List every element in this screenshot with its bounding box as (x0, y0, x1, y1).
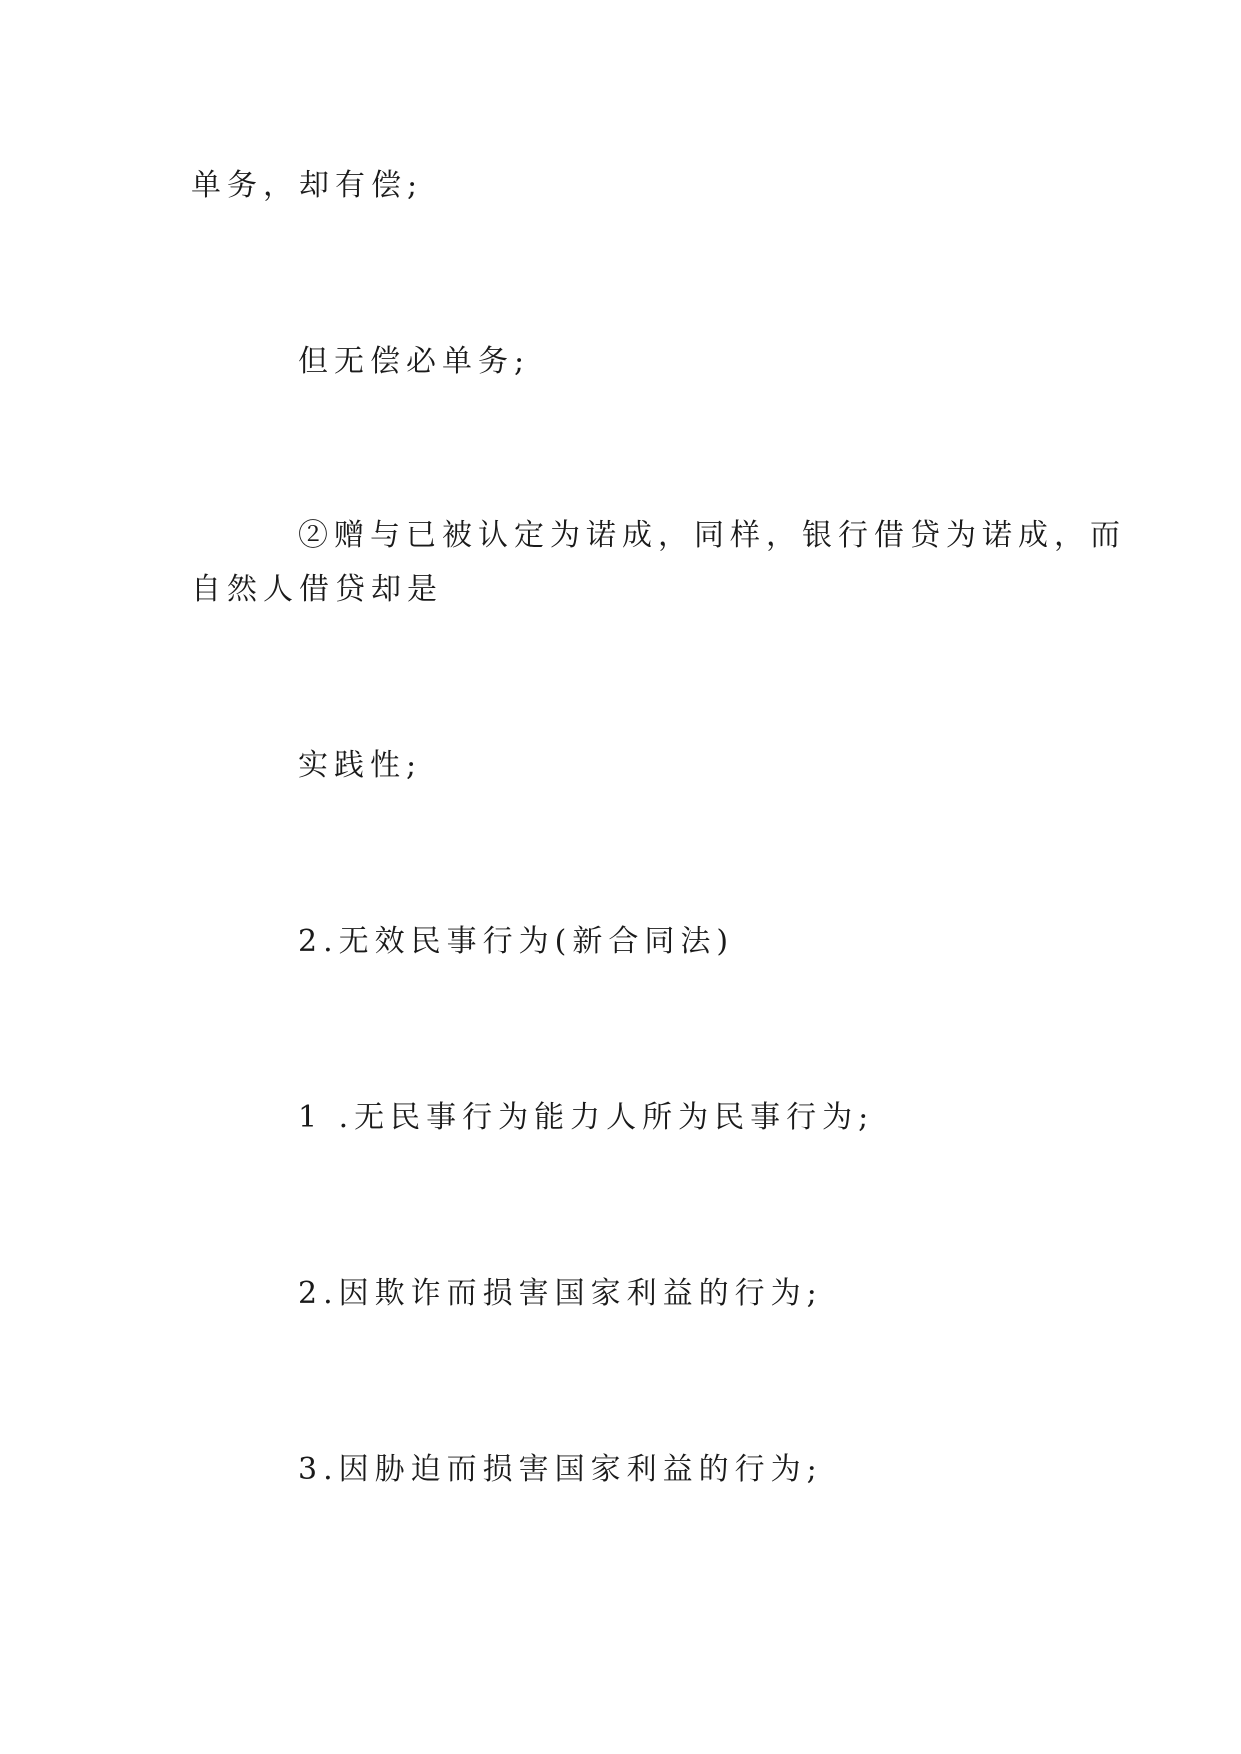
paragraph-line: ②赠与已被认定为诺成，同样，银行借贷为诺成，而 (298, 518, 1126, 553)
paragraph-line: 自然人借贷却是 (191, 572, 443, 607)
paragraph-line: 2.因欺诈而损害国家利益的行为; (298, 1276, 823, 1311)
paragraph-line: 2.无效民事行为(新合同法) (298, 924, 735, 959)
paragraph-line: 单务，却有偿; (191, 168, 424, 203)
paragraph-line: 但无偿必单务; (298, 344, 531, 379)
paragraph-line: 1 .无民事行为能力人所为民事行为; (298, 1100, 875, 1135)
paragraph-line: 3.因胁迫而损害国家利益的行为; (298, 1452, 823, 1487)
paragraph-line: 实践性; (298, 748, 423, 783)
